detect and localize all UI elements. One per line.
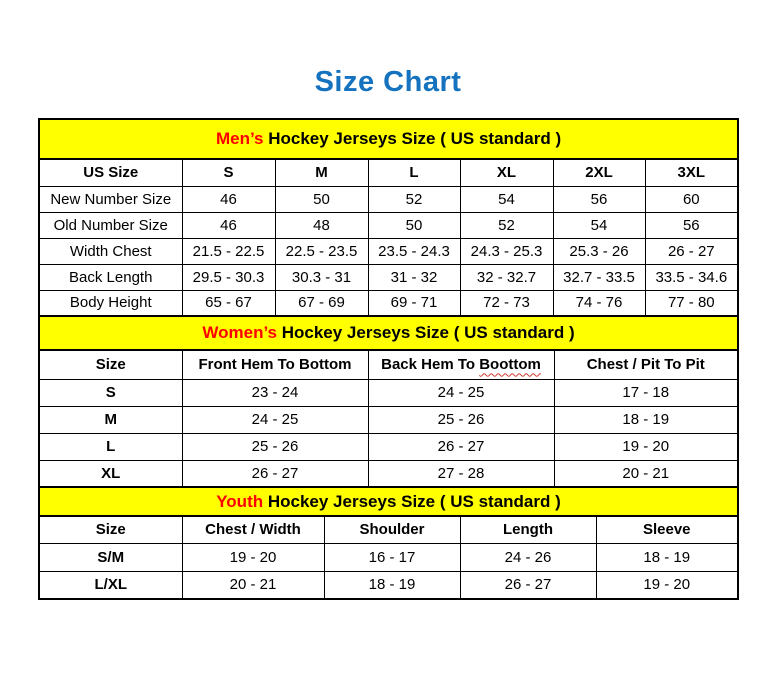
column-header: M	[275, 159, 368, 186]
misspelled-word: Boottom	[479, 356, 541, 374]
size-value-cell: 24 - 25	[182, 406, 368, 433]
row-label: XL	[39, 460, 182, 487]
size-value-cell: 22.5 - 23.5	[275, 238, 368, 264]
row-label: New Number Size	[39, 186, 182, 212]
size-value-cell: 52	[460, 212, 553, 238]
row-label: Width Chest	[39, 238, 182, 264]
column-header	[368, 350, 554, 379]
size-value-cell: 25 - 26	[182, 433, 368, 460]
mens-section-title-rest: Hockey Jerseys Size ( US standard )	[263, 129, 562, 148]
womens-section-header	[39, 316, 738, 350]
size-value-cell: 18 - 19	[554, 406, 738, 433]
size-value-cell: 67 - 69	[275, 290, 368, 316]
womens-header-row	[39, 350, 738, 379]
mens-section-highlight: Men’s	[215, 129, 264, 148]
row-label: L/XL	[39, 571, 182, 599]
table-row	[39, 290, 738, 316]
size-value-cell: 19 - 20	[596, 571, 738, 599]
column-header: Chest / Width	[182, 516, 324, 543]
size-value-cell: 60	[645, 186, 738, 212]
size-value-cell: 18 - 19	[324, 571, 460, 599]
size-value-cell: 48	[275, 212, 368, 238]
size-value-cell: 25 - 26	[368, 406, 554, 433]
column-header: 2XL	[553, 159, 645, 186]
table-row	[39, 379, 738, 406]
size-value-cell: 27 - 28	[368, 460, 554, 487]
size-value-cell: 50	[275, 186, 368, 212]
table-row	[39, 433, 738, 460]
table-row	[39, 212, 738, 238]
size-value-cell: 18 - 19	[596, 543, 738, 571]
mens-header-row	[39, 159, 738, 186]
size-value-cell: 69 - 71	[368, 290, 460, 316]
column-header: Front Hem To Bottom	[182, 350, 368, 379]
size-value-cell: 54	[553, 212, 645, 238]
column-header: L	[368, 159, 460, 186]
youth-section-header	[39, 487, 738, 516]
column-header: Sleeve	[596, 516, 738, 543]
size-value-cell: 31 - 32	[368, 264, 460, 290]
table-row	[39, 460, 738, 487]
size-value-cell: 25.3 - 26	[553, 238, 645, 264]
column-header: Chest / Pit To Pit	[554, 350, 738, 379]
page-title: Size Chart	[314, 66, 462, 98]
size-value-cell: 16 - 17	[324, 543, 460, 571]
size-value-cell: 17 - 18	[554, 379, 738, 406]
size-value-cell: 26 - 27	[368, 433, 554, 460]
size-value-cell: 26 - 27	[460, 571, 596, 599]
table-row	[39, 543, 738, 571]
youth-section-title-rest: Hockey Jerseys Size ( US standard )	[263, 491, 561, 511]
row-label: S/M	[39, 543, 182, 571]
table-row	[39, 406, 738, 433]
column-header: 3XL	[645, 159, 738, 186]
size-value-cell: 46	[182, 186, 275, 212]
size-value-cell: 24 - 26	[460, 543, 596, 571]
womens-section-title-rest: Hockey Jerseys Size ( US standard )	[277, 323, 575, 342]
row-label: L	[39, 433, 182, 460]
column-header-text: Back Hem To	[381, 356, 480, 374]
youth-size-table	[38, 486, 739, 600]
size-value-cell: 19 - 20	[182, 543, 324, 571]
table-row	[39, 264, 738, 290]
size-value-cell: 23.5 - 24.3	[368, 238, 460, 264]
size-value-cell: 33.5 - 34.6	[645, 264, 738, 290]
mens-size-table	[38, 118, 739, 317]
table-row	[39, 571, 738, 599]
row-label: Old Number Size	[39, 212, 182, 238]
youth-header-row	[39, 516, 738, 543]
size-value-cell: 52	[368, 186, 460, 212]
youth-section-highlight: Youth	[216, 491, 264, 511]
row-label: Body Height	[39, 290, 182, 316]
column-header: XL	[460, 159, 553, 186]
size-value-cell: 21.5 - 22.5	[182, 238, 275, 264]
size-value-cell: 20 - 21	[182, 571, 324, 599]
column-header: Length	[460, 516, 596, 543]
row-label: S	[39, 379, 182, 406]
mens-section-header	[39, 119, 738, 159]
womens-section-header-row	[39, 316, 738, 350]
mens-section-header-row	[39, 119, 738, 159]
column-header: Size	[39, 350, 182, 379]
size-chart-tables	[38, 118, 737, 600]
column-header: Shoulder	[324, 516, 460, 543]
size-value-cell: 24 - 25	[368, 379, 554, 406]
size-value-cell: 32 - 32.7	[460, 264, 553, 290]
size-value-cell: 56	[645, 212, 738, 238]
womens-section-highlight: Women’s	[202, 323, 277, 342]
size-value-cell: 56	[553, 186, 645, 212]
table-row	[39, 238, 738, 264]
column-header: US Size	[39, 159, 182, 186]
row-label: M	[39, 406, 182, 433]
size-value-cell: 72 - 73	[460, 290, 553, 316]
size-value-cell: 77 - 80	[645, 290, 738, 316]
size-value-cell: 19 - 20	[554, 433, 738, 460]
size-value-cell: 23 - 24	[182, 379, 368, 406]
size-value-cell: 30.3 - 31	[275, 264, 368, 290]
column-header: S	[182, 159, 275, 186]
size-value-cell: 46	[182, 212, 275, 238]
youth-section-header-row	[39, 487, 738, 516]
size-value-cell: 65 - 67	[182, 290, 275, 316]
size-value-cell: 29.5 - 30.3	[182, 264, 275, 290]
size-value-cell: 26 - 27	[182, 460, 368, 487]
column-header: Size	[39, 516, 182, 543]
size-value-cell: 26 - 27	[645, 238, 738, 264]
size-value-cell: 32.7 - 33.5	[553, 264, 645, 290]
size-value-cell: 74 - 76	[553, 290, 645, 316]
womens-size-table	[38, 315, 739, 488]
row-label: Back Length	[39, 264, 182, 290]
size-value-cell: 50	[368, 212, 460, 238]
table-row	[39, 186, 738, 212]
size-value-cell: 20 - 21	[554, 460, 738, 487]
size-value-cell: 54	[460, 186, 553, 212]
size-value-cell: 24.3 - 25.3	[460, 238, 553, 264]
